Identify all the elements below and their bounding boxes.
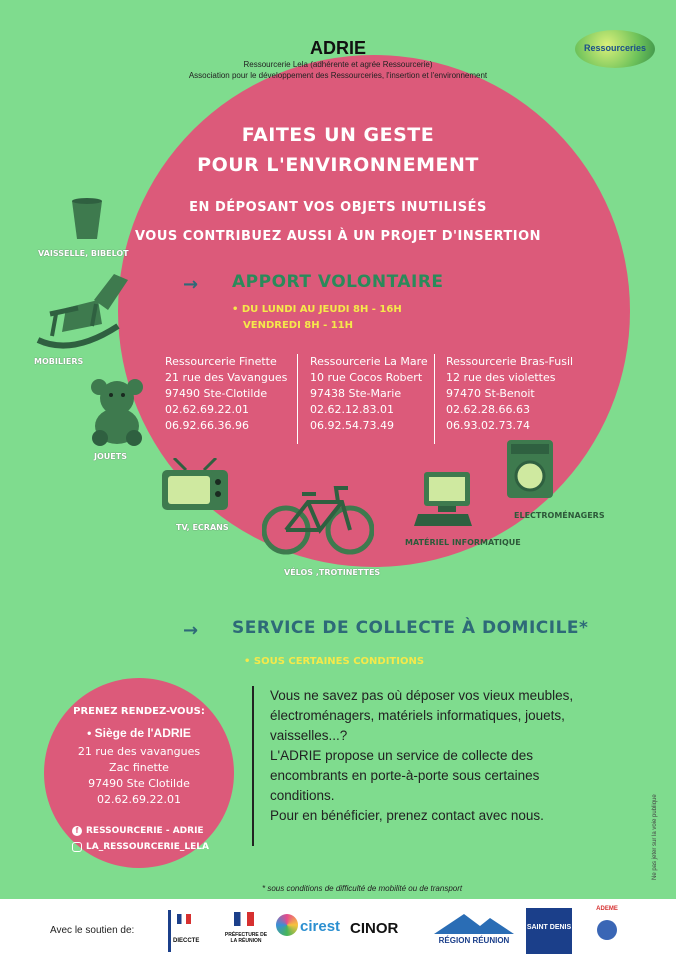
tv-icon [160,458,230,514]
footnote: * sous conditions de difficulté de mobilité ou de transport [262,884,463,893]
bicycle-icon [262,484,374,556]
contact-zac: Zac finette [109,761,169,774]
label-materiel: MATÉRIEL INFORMATIQUE [405,538,521,547]
sponsor-label: DIECCTE [173,938,200,944]
org-subtitle-1: Ressourcerie Lela (adhérente et agrée Ressourcerie) [243,60,433,69]
headline-line-3: EN DÉPOSANT VOS OBJETS INUTILISÉS [189,200,487,215]
contact-city: 97490 Ste Clotilde [88,777,190,790]
sponsor-cinor [350,916,424,952]
washing-machine-icon [505,438,555,500]
arrow-icon: → [183,274,199,295]
sponsor-region [428,912,520,952]
location-street: 10 rue Cocos Robert [310,371,423,384]
arrow-icon: → [183,620,199,641]
instagram-icon [72,842,82,852]
paragraph-line: encombrants en porte-à-porte sous certaines [270,768,540,783]
paragraph-line: conditions. [270,788,335,803]
vertical-note: Ne pas jeter sur la voie publique [652,794,658,880]
location-phone: 06.92.66.36.96 [165,419,249,432]
sponsor-label: CINOR [350,920,399,937]
instagram-link[interactable] [72,842,209,852]
location-city: 97438 Ste-Marie [310,387,402,400]
apport-hours-2: VENDREDI 8H - 11H [243,320,353,331]
location-name: Ressourcerie La Mare [310,355,428,368]
sponsor-cirest [276,912,346,952]
location-phone: 02.62.69.22.01 [165,403,249,416]
label-mobiliers: MOBILIERS [34,357,84,366]
rocking-chair-icon [32,270,134,354]
headline-line-2: POUR L'ENVIRONNEMENT [197,154,479,176]
paragraph-bar [252,686,254,846]
facebook-icon: f [72,826,82,836]
sponsor-ademe [584,906,630,954]
flag-icon [234,912,254,926]
teddy-bear-icon [90,378,144,448]
logo-text: Ressourceries [583,43,647,53]
region-logo-icon [434,912,514,934]
sponsor-label: SAINT DENIS [526,924,572,931]
location-name: Ressourcerie Finette [165,355,277,368]
location-phone: 02.62.28.66.63 [446,403,530,416]
location-bras-fusil [446,354,573,434]
location-street: 12 rue des violettes [446,371,556,384]
sponsor-prefecture [222,910,270,952]
support-label: Avec le soutien de: [50,925,135,936]
paragraph-line: L'ADRIE propose un service de collecte des [270,748,533,763]
headline-line-4: VOUS CONTRIBUEZ AUSSI À UN PROJET D'INSERTION [134,229,542,244]
facebook-link[interactable] [72,826,204,836]
contact-street: 21 rue des vavangues [77,745,201,758]
apport-title: APPORT VOLONTAIRE [232,272,444,292]
org-title: ADRIE [309,38,366,58]
label-electro: ELECTROMÉNAGERS [514,511,605,520]
contact-phone: 02.62.69.22.01 [97,793,181,806]
paragraph-line: électroménagers, matériels informatiques, jouets, [270,708,565,723]
label-jouets: JOUETS [94,452,127,461]
label-velos: VÉLOS ,TROTINETTES [284,568,381,577]
sponsor-dieccte [168,910,218,952]
collecte-condition: • SOUS CERTAINES CONDITIONS [244,656,425,667]
cirest-logo-icon [276,914,298,936]
column-divider [434,354,435,444]
cup-icon [70,197,104,241]
location-city: 97470 St-Benoit [446,387,535,400]
facebook-handle: RESSOURCERIE - ADRIE [86,826,204,836]
location-name: Ressourcerie Bras-Fusil [446,355,574,368]
sponsor-label: PRÉFECTURE DE LA RÉUNION [224,932,268,944]
collecte-paragraph [270,686,573,826]
sponsor-label: ADEME [596,906,618,912]
location-phone: 06.92.54.73.49 [310,419,394,432]
location-phone: 02.62.12.83.01 [310,403,394,416]
sponsor-saint-denis [526,908,572,954]
headline-line-1: FAITES UN GESTE [241,124,435,146]
apport-hours-1: • DU LUNDI AU JEUDI 8H - 16H [232,304,402,315]
ademe-logo-icon [597,920,617,940]
location-phone: 06.93.02.73.74 [446,419,530,432]
label-tv: TV, ECRANS [176,523,229,532]
flag-icon [177,914,191,924]
org-subtitle-2: Association pour le développement des Ressourceries, l'insertion et l'environnement [188,71,488,80]
location-la-mare [310,354,428,434]
instagram-handle: LA_RESSOURCERIE_LELA [86,842,209,852]
computer-icon [414,470,472,532]
paragraph-line: Pour en bénéficier, prenez contact avec nous. [270,808,544,823]
paragraph-line: Vous ne savez pas où déposer vos vieux meubles, [270,688,574,703]
contact-title: PRENEZ RENDEZ-VOUS: [73,706,205,717]
location-street: 21 rue des Vavangues [165,371,288,384]
sponsor-label: RÉGION RÉUNION [438,936,510,945]
paragraph-line: vaisselles...? [270,728,348,743]
sponsor-label: cirest [300,918,341,935]
contact-siege: • Siège de l'ADRIE [87,726,191,740]
label-vaisselle: VAISSELLE, BIBELOT [38,249,129,258]
location-finette [165,354,287,434]
column-divider [297,354,298,444]
ressourceries-logo [575,30,655,68]
collecte-title: SERVICE DE COLLECTE À DOMICILE* [232,618,589,638]
location-city: 97490 Ste-Clotilde [165,387,268,400]
contact-address [44,744,234,808]
